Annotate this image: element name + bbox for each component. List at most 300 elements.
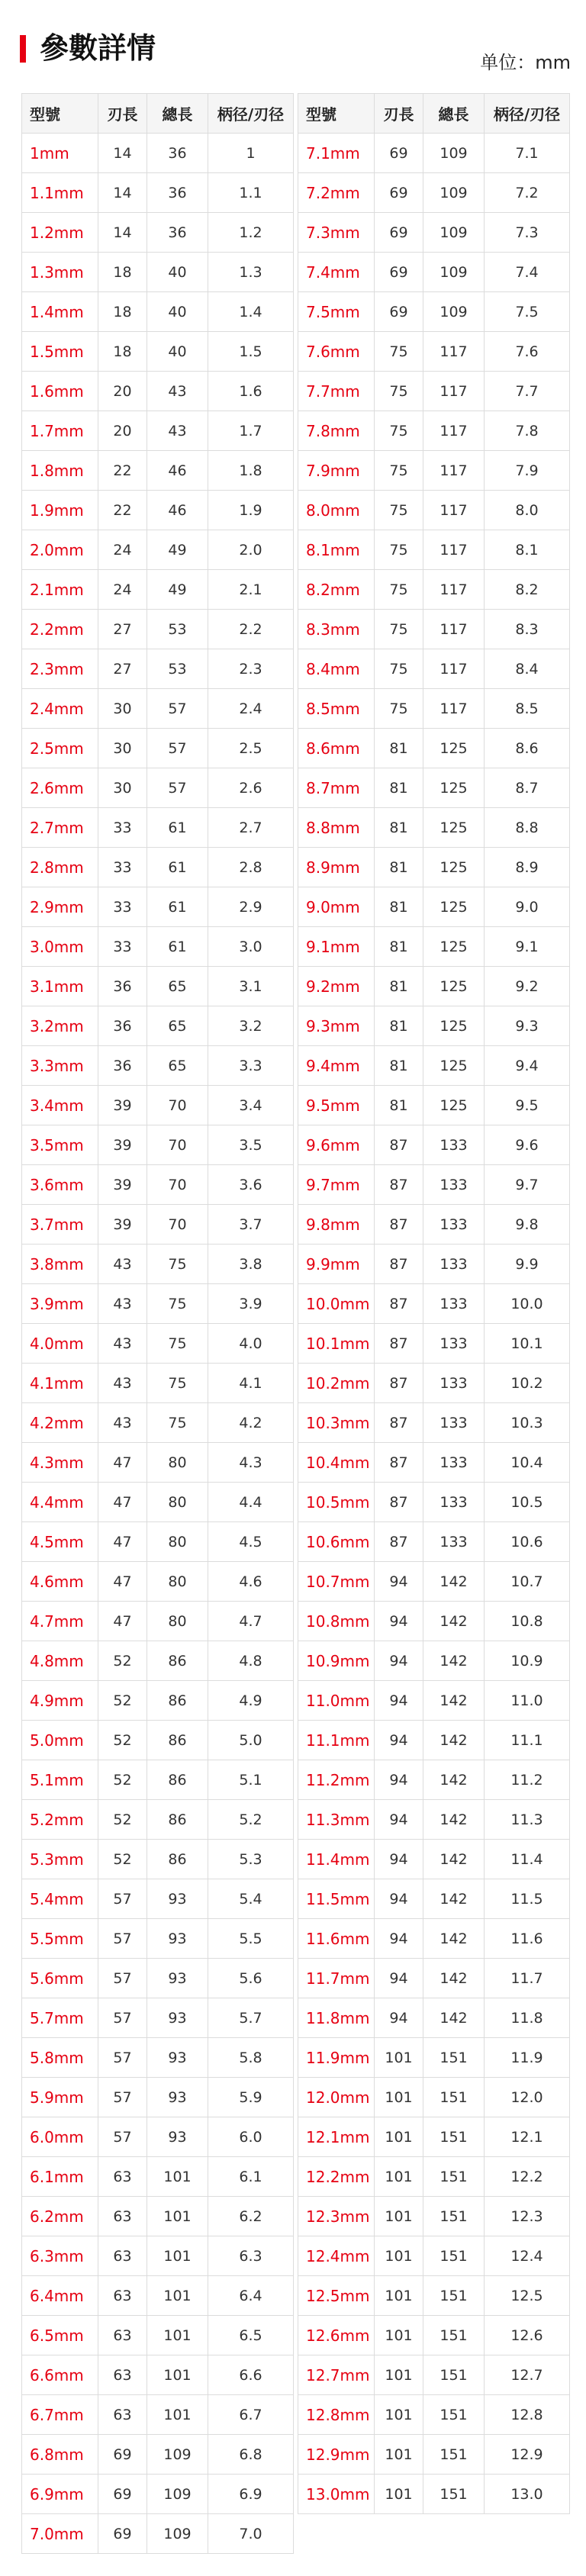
cell-blade-length: 94 <box>375 1721 423 1760</box>
cell-total-length: 86 <box>147 1840 208 1879</box>
cell-total-length: 142 <box>423 1840 485 1879</box>
cell-total-length: 40 <box>147 253 208 292</box>
cell-model: 5.1mm <box>22 1760 98 1800</box>
spec-table-right-wrap <box>298 93 569 2514</box>
cell-diameter: 3.3 <box>208 1046 294 1086</box>
cell-model: 7.2mm <box>298 173 375 213</box>
cell-diameter: 5.2 <box>208 1800 294 1840</box>
cell-total-length: 109 <box>423 253 485 292</box>
cell-blade-length: 75 <box>375 689 423 729</box>
table-row <box>298 2395 570 2435</box>
cell-total-length: 70 <box>147 1125 208 1165</box>
cell-model: 5.4mm <box>22 1879 98 1919</box>
table-row <box>298 2038 570 2078</box>
cell-blade-length: 75 <box>375 649 423 689</box>
table-row <box>298 1125 570 1165</box>
cell-blade-length: 81 <box>375 1006 423 1046</box>
cell-diameter: 11.3 <box>485 1800 570 1840</box>
cell-blade-length: 87 <box>375 1522 423 1562</box>
cell-total-length: 75 <box>147 1403 208 1443</box>
table-row <box>22 1800 294 1840</box>
cell-model: 3.7mm <box>22 1205 98 1245</box>
cell-diameter: 8.3 <box>485 610 570 649</box>
table-row <box>22 1324 294 1364</box>
cell-model: 6.7mm <box>22 2395 98 2435</box>
column-header-total-length: 總長 <box>147 94 208 134</box>
cell-total-length: 57 <box>147 768 208 808</box>
cell-blade-length: 20 <box>98 372 147 411</box>
cell-diameter: 11.7 <box>485 1959 570 1998</box>
cell-diameter: 4.7 <box>208 1602 294 1641</box>
cell-model: 1.8mm <box>22 451 98 491</box>
cell-total-length: 101 <box>147 2197 208 2236</box>
cell-blade-length: 87 <box>375 1165 423 1205</box>
cell-blade-length: 63 <box>98 2197 147 2236</box>
cell-total-length: 93 <box>147 1879 208 1919</box>
cell-total-length: 70 <box>147 1165 208 1205</box>
cell-model: 7.1mm <box>298 134 375 173</box>
cell-total-length: 101 <box>147 2316 208 2355</box>
table-row <box>22 292 294 332</box>
cell-blade-length: 69 <box>375 213 423 253</box>
table-row <box>22 2236 294 2276</box>
table-row <box>298 173 570 213</box>
cell-blade-length: 27 <box>98 649 147 689</box>
cell-diameter: 6.6 <box>208 2355 294 2395</box>
cell-diameter: 7.9 <box>485 451 570 491</box>
cell-total-length: 46 <box>147 451 208 491</box>
table-row <box>22 848 294 887</box>
cell-model: 12.0mm <box>298 2078 375 2117</box>
cell-model: 10.6mm <box>298 1522 375 1562</box>
cell-model: 2.9mm <box>22 887 98 927</box>
cell-diameter: 7.4 <box>485 253 570 292</box>
cell-total-length: 93 <box>147 1959 208 1998</box>
cell-diameter: 6.3 <box>208 2236 294 2276</box>
cell-diameter: 4.4 <box>208 1483 294 1522</box>
cell-total-length: 142 <box>423 1959 485 1998</box>
cell-total-length: 80 <box>147 1483 208 1522</box>
cell-diameter: 1.9 <box>208 491 294 530</box>
cell-diameter: 10.8 <box>485 1602 570 1641</box>
cell-total-length: 117 <box>423 689 485 729</box>
cell-blade-length: 81 <box>375 848 423 887</box>
table-row <box>298 1641 570 1681</box>
cell-model: 2.5mm <box>22 729 98 768</box>
table-row <box>22 213 294 253</box>
table-row <box>298 1046 570 1086</box>
cell-diameter: 11.1 <box>485 1721 570 1760</box>
table-row <box>22 689 294 729</box>
table-row <box>22 1522 294 1562</box>
cell-diameter: 4.1 <box>208 1364 294 1403</box>
cell-total-length: 61 <box>147 927 208 967</box>
cell-blade-length: 39 <box>98 1086 147 1125</box>
table-row <box>298 213 570 253</box>
cell-blade-length: 81 <box>375 808 423 848</box>
cell-diameter: 1.1 <box>208 173 294 213</box>
cell-diameter: 11.9 <box>485 2038 570 2078</box>
cell-model: 6.9mm <box>22 2475 98 2514</box>
cell-diameter: 7.3 <box>485 213 570 253</box>
cell-total-length: 117 <box>423 372 485 411</box>
cell-diameter: 6.1 <box>208 2157 294 2197</box>
table-row <box>22 1879 294 1919</box>
column-header-total-length: 總長 <box>423 94 485 134</box>
spec-table-right <box>298 93 570 2514</box>
cell-diameter: 11.0 <box>485 1681 570 1721</box>
cell-total-length: 125 <box>423 927 485 967</box>
table-row <box>22 1046 294 1086</box>
cell-total-length: 117 <box>423 530 485 570</box>
cell-total-length: 142 <box>423 1681 485 1721</box>
title-accent-bar <box>20 35 26 63</box>
cell-diameter: 8.8 <box>485 808 570 848</box>
cell-diameter: 9.5 <box>485 1086 570 1125</box>
cell-model: 5.8mm <box>22 2038 98 2078</box>
cell-model: 5.5mm <box>22 1919 98 1959</box>
cell-blade-length: 39 <box>98 1125 147 1165</box>
table-row <box>22 2514 294 2554</box>
cell-diameter: 8.6 <box>485 729 570 768</box>
cell-diameter: 5.8 <box>208 2038 294 2078</box>
cell-model: 4.7mm <box>22 1602 98 1641</box>
cell-diameter: 7.1 <box>485 134 570 173</box>
cell-model: 8.8mm <box>298 808 375 848</box>
cell-total-length: 75 <box>147 1284 208 1324</box>
cell-diameter: 9.2 <box>485 967 570 1006</box>
cell-blade-length: 87 <box>375 1324 423 1364</box>
cell-blade-length: 57 <box>98 2117 147 2157</box>
cell-total-length: 125 <box>423 768 485 808</box>
table-row <box>22 2276 294 2316</box>
cell-total-length: 133 <box>423 1125 485 1165</box>
cell-blade-length: 63 <box>98 2157 147 2197</box>
cell-diameter: 13.0 <box>485 2475 570 2514</box>
cell-diameter: 4.2 <box>208 1403 294 1443</box>
cell-diameter: 3.9 <box>208 1284 294 1324</box>
cell-blade-length: 63 <box>98 2276 147 2316</box>
cell-blade-length: 33 <box>98 808 147 848</box>
cell-blade-length: 57 <box>98 1879 147 1919</box>
cell-model: 5.2mm <box>22 1800 98 1840</box>
cell-model: 9.6mm <box>298 1125 375 1165</box>
column-header-blade-length: 刃長 <box>98 94 147 134</box>
cell-model: 6.1mm <box>22 2157 98 2197</box>
cell-total-length: 46 <box>147 491 208 530</box>
cell-blade-length: 20 <box>98 411 147 451</box>
table-row <box>22 1284 294 1324</box>
cell-total-length: 101 <box>147 2355 208 2395</box>
cell-model: 12.3mm <box>298 2197 375 2236</box>
table-row <box>22 530 294 570</box>
cell-model: 4.4mm <box>22 1483 98 1522</box>
cell-model: 1.4mm <box>22 292 98 332</box>
cell-model: 6.6mm <box>22 2355 98 2395</box>
table-row <box>22 1086 294 1125</box>
cell-blade-length: 101 <box>375 2316 423 2355</box>
cell-diameter: 6.9 <box>208 2475 294 2514</box>
cell-model: 2.6mm <box>22 768 98 808</box>
cell-model: 12.5mm <box>298 2276 375 2316</box>
cell-diameter: 9.8 <box>485 1205 570 1245</box>
cell-diameter: 1 <box>208 134 294 173</box>
cell-diameter: 9.3 <box>485 1006 570 1046</box>
cell-total-length: 101 <box>147 2276 208 2316</box>
cell-total-length: 86 <box>147 1800 208 1840</box>
cell-blade-length: 75 <box>375 411 423 451</box>
cell-model: 2.2mm <box>22 610 98 649</box>
table-row <box>298 1998 570 2038</box>
cell-model: 9.4mm <box>298 1046 375 1086</box>
cell-total-length: 125 <box>423 1046 485 1086</box>
cell-total-length: 133 <box>423 1403 485 1443</box>
cell-total-length: 133 <box>423 1324 485 1364</box>
cell-blade-length: 75 <box>375 372 423 411</box>
cell-total-length: 93 <box>147 2117 208 2157</box>
cell-total-length: 61 <box>147 887 208 927</box>
cell-total-length: 65 <box>147 1006 208 1046</box>
cell-diameter: 8.7 <box>485 768 570 808</box>
cell-blade-length: 24 <box>98 530 147 570</box>
table-row <box>22 1919 294 1959</box>
cell-blade-length: 30 <box>98 689 147 729</box>
cell-total-length: 151 <box>423 2316 485 2355</box>
cell-diameter: 8.9 <box>485 848 570 887</box>
cell-model: 3.5mm <box>22 1125 98 1165</box>
cell-model: 9.8mm <box>298 1205 375 1245</box>
cell-diameter: 10.2 <box>485 1364 570 1403</box>
table-row <box>298 134 570 173</box>
cell-diameter: 4.9 <box>208 1681 294 1721</box>
cell-total-length: 75 <box>147 1324 208 1364</box>
cell-model: 9.7mm <box>298 1165 375 1205</box>
cell-model: 7.0mm <box>22 2514 98 2554</box>
cell-diameter: 7.6 <box>485 332 570 372</box>
cell-total-length: 80 <box>147 1602 208 1641</box>
spec-table-left <box>21 93 294 2554</box>
cell-total-length: 142 <box>423 1721 485 1760</box>
cell-diameter: 6.5 <box>208 2316 294 2355</box>
cell-blade-length: 101 <box>375 2038 423 2078</box>
cell-model: 2.4mm <box>22 689 98 729</box>
table-row <box>298 1522 570 1562</box>
cell-blade-length: 36 <box>98 967 147 1006</box>
cell-model: 8.4mm <box>298 649 375 689</box>
table-row <box>22 332 294 372</box>
cell-diameter: 3.2 <box>208 1006 294 1046</box>
table-row <box>298 2197 570 2236</box>
cell-total-length: 53 <box>147 610 208 649</box>
table-header-row <box>298 94 570 134</box>
table-row <box>298 1086 570 1125</box>
cell-model: 6.0mm <box>22 2117 98 2157</box>
cell-blade-length: 87 <box>375 1205 423 1245</box>
cell-blade-length: 36 <box>98 1046 147 1086</box>
table-row <box>22 729 294 768</box>
cell-blade-length: 101 <box>375 2355 423 2395</box>
cell-blade-length: 94 <box>375 1800 423 1840</box>
cell-model: 2.8mm <box>22 848 98 887</box>
cell-diameter: 12.3 <box>485 2197 570 2236</box>
table-row <box>298 1800 570 1840</box>
cell-model: 12.4mm <box>298 2236 375 2276</box>
table-row <box>298 1483 570 1522</box>
cell-total-length: 142 <box>423 1879 485 1919</box>
cell-blade-length: 75 <box>375 451 423 491</box>
cell-model: 10.7mm <box>298 1562 375 1602</box>
cell-blade-length: 18 <box>98 253 147 292</box>
table-row <box>22 1760 294 1800</box>
cell-blade-length: 30 <box>98 729 147 768</box>
cell-model: 9.5mm <box>298 1086 375 1125</box>
cell-model: 8.2mm <box>298 570 375 610</box>
table-row <box>22 451 294 491</box>
cell-blade-length: 94 <box>375 1959 423 1998</box>
cell-total-length: 133 <box>423 1483 485 1522</box>
cell-total-length: 151 <box>423 2276 485 2316</box>
cell-total-length: 101 <box>147 2236 208 2276</box>
table-row <box>22 649 294 689</box>
cell-blade-length: 14 <box>98 173 147 213</box>
cell-total-length: 109 <box>147 2475 208 2514</box>
cell-model: 11.0mm <box>298 1681 375 1721</box>
table-header-row <box>22 94 294 134</box>
cell-diameter: 10.3 <box>485 1403 570 1443</box>
cell-diameter: 6.2 <box>208 2197 294 2236</box>
cell-total-length: 125 <box>423 1086 485 1125</box>
cell-model: 12.2mm <box>298 2157 375 2197</box>
cell-model: 8.7mm <box>298 768 375 808</box>
table-row <box>298 372 570 411</box>
cell-total-length: 125 <box>423 887 485 927</box>
table-row <box>22 372 294 411</box>
cell-model: 5.0mm <box>22 1721 98 1760</box>
cell-model: 12.1mm <box>298 2117 375 2157</box>
cell-diameter: 8.5 <box>485 689 570 729</box>
table-row <box>22 927 294 967</box>
table-row <box>298 570 570 610</box>
cell-blade-length: 52 <box>98 1800 147 1840</box>
cell-blade-length: 30 <box>98 768 147 808</box>
column-header-model: 型號 <box>22 94 98 134</box>
table-row <box>298 332 570 372</box>
table-row <box>298 610 570 649</box>
cell-diameter: 11.6 <box>485 1919 570 1959</box>
table-row <box>22 768 294 808</box>
table-row <box>298 2355 570 2395</box>
cell-total-length: 151 <box>423 2197 485 2236</box>
cell-blade-length: 63 <box>98 2236 147 2276</box>
cell-diameter: 9.0 <box>485 887 570 927</box>
cell-diameter: 5.9 <box>208 2078 294 2117</box>
cell-diameter: 5.5 <box>208 1919 294 1959</box>
cell-blade-length: 27 <box>98 610 147 649</box>
cell-blade-length: 101 <box>375 2435 423 2475</box>
cell-blade-length: 63 <box>98 2395 147 2435</box>
cell-blade-length: 101 <box>375 2157 423 2197</box>
table-row <box>298 1840 570 1879</box>
table-row <box>22 2038 294 2078</box>
cell-total-length: 70 <box>147 1205 208 1245</box>
cell-diameter: 4.6 <box>208 1562 294 1602</box>
cell-blade-length: 94 <box>375 1919 423 1959</box>
cell-total-length: 36 <box>147 173 208 213</box>
table-row <box>298 411 570 451</box>
table-row <box>22 1364 294 1403</box>
cell-diameter: 5.1 <box>208 1760 294 1800</box>
cell-blade-length: 101 <box>375 2078 423 2117</box>
cell-model: 4.0mm <box>22 1324 98 1364</box>
table-row <box>298 2276 570 2316</box>
table-row <box>298 689 570 729</box>
column-header-model: 型號 <box>298 94 375 134</box>
table-row <box>298 1284 570 1324</box>
cell-total-length: 109 <box>423 292 485 332</box>
table-row <box>298 1919 570 1959</box>
cell-diameter: 5.3 <box>208 1840 294 1879</box>
cell-blade-length: 101 <box>375 2276 423 2316</box>
cell-diameter: 12.0 <box>485 2078 570 2117</box>
cell-blade-length: 87 <box>375 1483 423 1522</box>
cell-total-length: 125 <box>423 848 485 887</box>
cell-blade-length: 94 <box>375 1602 423 1641</box>
table-row <box>298 1721 570 1760</box>
table-row <box>298 1879 570 1919</box>
cell-total-length: 142 <box>423 1998 485 2038</box>
cell-total-length: 151 <box>423 2157 485 2197</box>
cell-diameter: 12.8 <box>485 2395 570 2435</box>
cell-model: 4.5mm <box>22 1522 98 1562</box>
cell-total-length: 93 <box>147 2038 208 2078</box>
cell-diameter: 12.5 <box>485 2276 570 2316</box>
cell-blade-length: 43 <box>98 1403 147 1443</box>
cell-blade-length: 94 <box>375 1840 423 1879</box>
cell-diameter: 3.7 <box>208 1205 294 1245</box>
table-row <box>298 1245 570 1284</box>
cell-model: 2.7mm <box>22 808 98 848</box>
cell-blade-length: 75 <box>375 610 423 649</box>
page-header <box>0 0 586 82</box>
cell-model: 2.0mm <box>22 530 98 570</box>
table-row <box>298 927 570 967</box>
cell-diameter: 1.3 <box>208 253 294 292</box>
cell-blade-length: 52 <box>98 1760 147 1800</box>
cell-total-length: 133 <box>423 1522 485 1562</box>
cell-total-length: 49 <box>147 530 208 570</box>
cell-model: 8.5mm <box>298 689 375 729</box>
cell-blade-length: 43 <box>98 1324 147 1364</box>
cell-model: 5.9mm <box>22 2078 98 2117</box>
table-row <box>22 1443 294 1483</box>
cell-model: 11.9mm <box>298 2038 375 2078</box>
cell-blade-length: 94 <box>375 1879 423 1919</box>
cell-diameter: 4.5 <box>208 1522 294 1562</box>
cell-model: 1.1mm <box>22 173 98 213</box>
cell-blade-length: 101 <box>375 2236 423 2276</box>
table-row <box>22 967 294 1006</box>
cell-diameter: 4.8 <box>208 1641 294 1681</box>
cell-blade-length: 57 <box>98 1959 147 1998</box>
cell-model: 1.2mm <box>22 213 98 253</box>
cell-total-length: 57 <box>147 729 208 768</box>
table-row <box>298 729 570 768</box>
cell-blade-length: 39 <box>98 1205 147 1245</box>
table-row <box>22 2435 294 2475</box>
cell-blade-length: 87 <box>375 1364 423 1403</box>
cell-diameter: 3.8 <box>208 1245 294 1284</box>
cell-total-length: 80 <box>147 1522 208 1562</box>
